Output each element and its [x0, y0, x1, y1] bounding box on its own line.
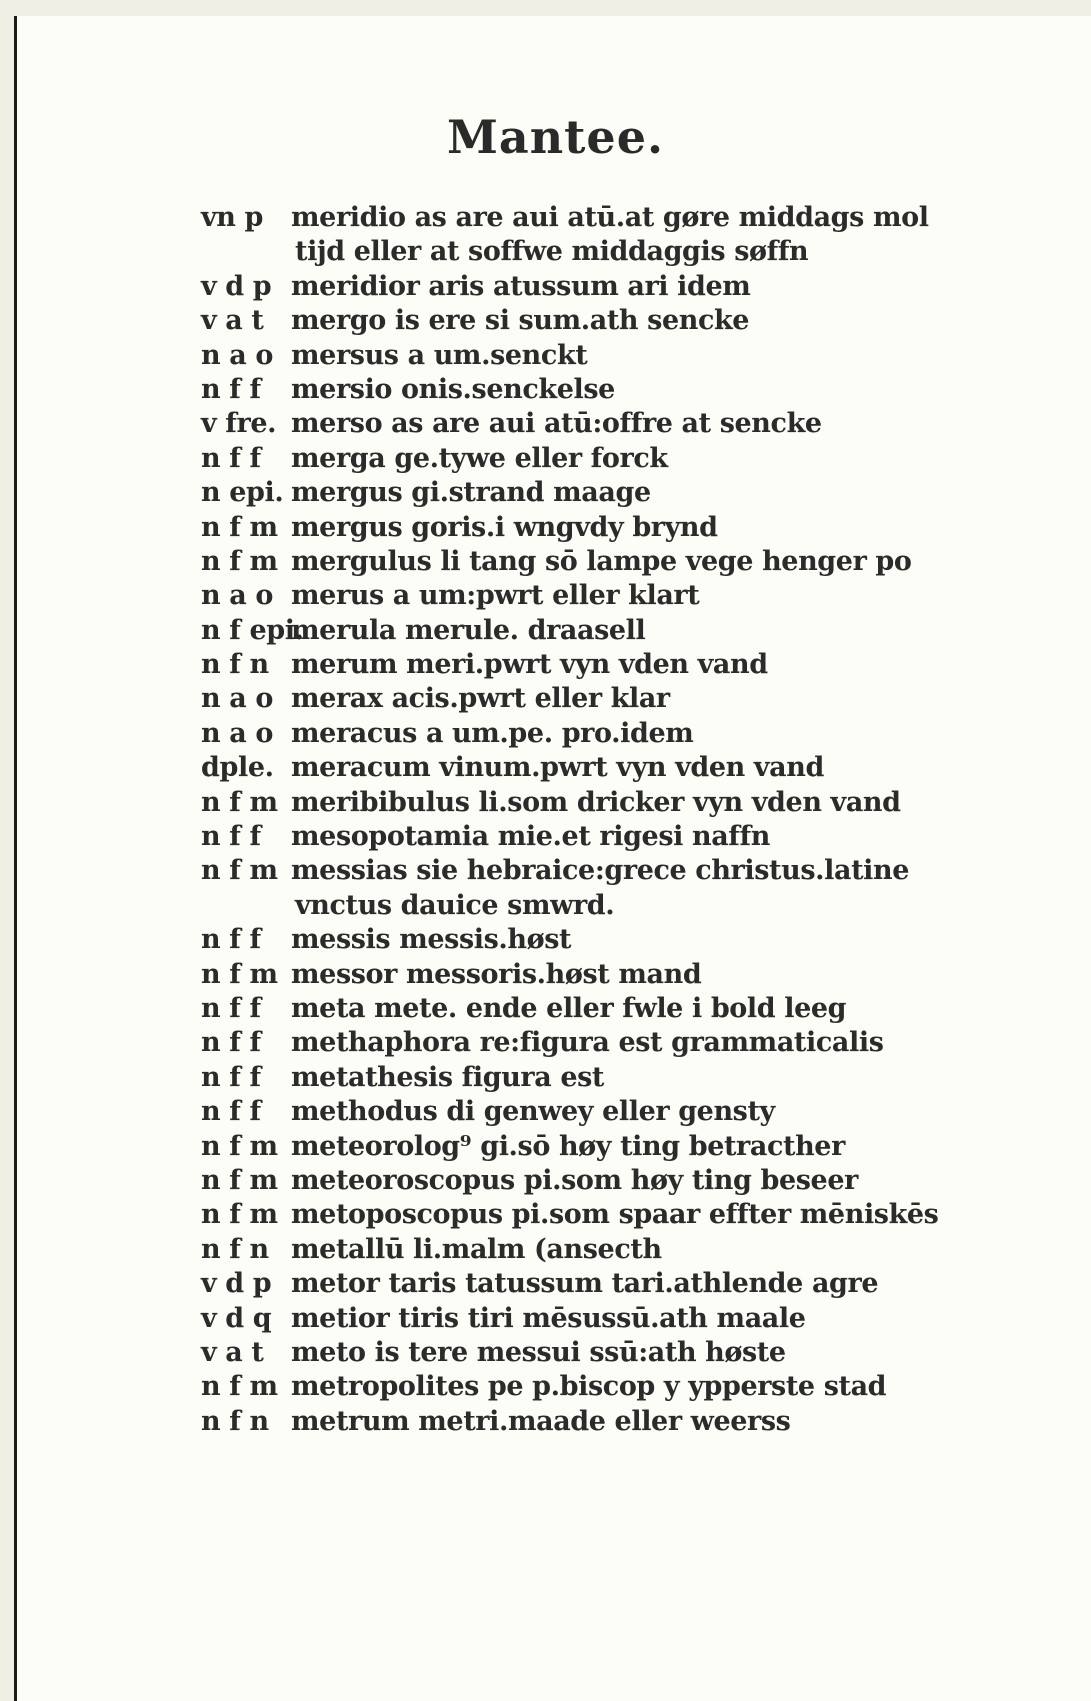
entry-text: vnctus dauice smwrd.: [295, 889, 615, 921]
grammar-code: n a o: [201, 580, 273, 612]
grammar-code: n f n: [201, 1233, 269, 1265]
grammar-code: n f m: [201, 1199, 278, 1231]
grammar-code: n f n: [201, 1405, 269, 1437]
grammar-code: n f m: [201, 511, 278, 543]
grammar-code: n f f: [201, 1096, 261, 1128]
dictionary-entry: [201, 1096, 1001, 1130]
grammar-code: n epi.: [201, 477, 284, 509]
page: [14, 16, 1091, 1701]
entry-text: metior tiris tiri mēsussū.ath maale: [291, 1302, 806, 1334]
entry-text: metallū li.malm (ansecth: [291, 1233, 662, 1265]
grammar-code: dple.: [201, 752, 274, 784]
grammar-code: n f epi.: [201, 614, 304, 646]
dictionary-entry: [201, 821, 1001, 855]
grammar-code: n f f: [201, 373, 261, 405]
grammar-code: n f f: [201, 1027, 261, 1059]
dictionary-entry: [201, 374, 1001, 408]
entry-text: metor taris tatussum tari.athlende agre: [291, 1268, 879, 1300]
entry-text: mersus a um.senckt: [291, 339, 588, 371]
entry-text: messis messis.høst: [291, 924, 572, 956]
dictionary-entry: [201, 1268, 1001, 1302]
entry-text: mergo is ere si sum.ath sencke: [291, 305, 750, 337]
dictionary-entry: [201, 683, 1001, 717]
dictionary-entry: [201, 477, 1001, 511]
entry-text: tijd eller at soffwe middaggis søffn: [295, 236, 809, 268]
entry-text: mergulus li tang sō lampe vege henger po: [291, 545, 912, 577]
grammar-code: n f m: [201, 1130, 278, 1162]
entry-text: mergus goris.i wngvdy brynd: [291, 511, 718, 543]
grammar-code: n f m: [201, 786, 278, 818]
grammar-code: n a o: [201, 683, 273, 715]
grammar-code: v a t: [201, 305, 264, 337]
entry-text: merum meri.pwrt vyn vden vand: [291, 649, 768, 681]
dictionary-entry: [201, 752, 1001, 786]
entry-text: messor messoris.høst mand: [291, 958, 702, 990]
entry-text: merus a um:pwrt eller klart: [291, 580, 700, 612]
entry-text: merga ge.tywe eller forck: [291, 442, 668, 474]
entry-text: meridior aris atussum ari idem: [291, 270, 751, 302]
grammar-code: n f f: [201, 924, 261, 956]
grammar-code: v a t: [201, 1336, 264, 1368]
grammar-code: n f n: [201, 649, 269, 681]
entry-text: meteoroscopus pi.som høy ting beseer: [291, 1164, 858, 1196]
dictionary-entry: [201, 649, 1001, 683]
dictionary-entry: [201, 546, 1001, 580]
dictionary-entry: [201, 1062, 1001, 1096]
dictionary-entry: [201, 340, 1001, 374]
entry-text: metrum metri.maade eller weerss: [291, 1405, 791, 1437]
entry-text: meteorolog⁹ gi.sō høy ting betracther: [291, 1130, 845, 1162]
dictionary-entry: [201, 1234, 1001, 1268]
grammar-code: n a o: [201, 339, 273, 371]
entry-text: methaphora re:figura est grammaticalis: [291, 1027, 884, 1059]
dictionary-entry: [201, 202, 1001, 236]
dictionary-entry: [201, 443, 1001, 477]
entry-text: metathesis figura est: [291, 1061, 605, 1093]
dictionary-entry: [201, 1199, 1001, 1233]
dictionary-entry: [201, 615, 1001, 649]
entry-text: mesopotamia mie.et rigesi naffn: [291, 821, 770, 853]
entry-text: metoposcopus pi.som spaar effter mēniskēs: [291, 1199, 939, 1231]
grammar-code: v d p: [201, 1268, 272, 1300]
entry-list: [201, 202, 1001, 1440]
entry-text: merso as are aui atū:offre at sencke: [291, 408, 822, 440]
grammar-code: n f f: [201, 1061, 261, 1093]
entry-text: meto is tere messui ssū:ath høste: [291, 1336, 786, 1368]
grammar-code: n f m: [201, 1371, 278, 1403]
entry-text: mergus gi.strand maage: [291, 477, 651, 509]
page-title: Mantee.: [447, 110, 664, 164]
grammar-code: n f f: [201, 992, 261, 1024]
grammar-code: n f m: [201, 545, 278, 577]
grammar-code: v fre.: [201, 408, 277, 440]
dictionary-entry: [201, 1337, 1001, 1371]
entry-text: meridio as are aui atū.at gøre middags mol: [291, 202, 929, 233]
dictionary-entry: [201, 512, 1001, 546]
dictionary-entry: [201, 1131, 1001, 1165]
dictionary-entry: [201, 271, 1001, 305]
dictionary-entry: [201, 924, 1001, 958]
entry-continuation: [201, 890, 1001, 924]
grammar-code: v d q: [201, 1302, 272, 1334]
entry-text: meracus a um.pe. pro.idem: [291, 717, 694, 749]
entry-text: meribibulus li.som dricker vyn vden vand: [291, 786, 901, 818]
dictionary-entry: [201, 1027, 1001, 1061]
entry-text: metropolites pe p.biscop y ypperste stad: [291, 1371, 887, 1403]
grammar-code: n a o: [201, 717, 273, 749]
entry-continuation: [201, 236, 1001, 270]
dictionary-entry: [201, 1371, 1001, 1405]
grammar-code: n f m: [201, 855, 278, 887]
dictionary-entry: [201, 993, 1001, 1027]
dictionary-entry: [201, 959, 1001, 993]
entry-text: methodus di genwey eller gensty: [291, 1096, 775, 1128]
dictionary-entry: [201, 1406, 1001, 1440]
dictionary-entry: [201, 855, 1001, 889]
dictionary-entry: [201, 408, 1001, 442]
grammar-code: vn p: [201, 202, 263, 233]
entry-text: meracum vinum.pwrt vyn vden vand: [291, 752, 824, 784]
dictionary-entry: [201, 1165, 1001, 1199]
dictionary-entry: [201, 787, 1001, 821]
grammar-code: n f m: [201, 958, 278, 990]
dictionary-entry: [201, 305, 1001, 339]
entry-text: merax acis.pwrt eller klar: [291, 683, 670, 715]
entry-text: mersio onis.senckelse: [291, 373, 615, 405]
dictionary-entry: [201, 1303, 1001, 1337]
entry-text: merula merule. draasell: [291, 614, 646, 646]
entry-text: meta mete. ende eller fwle i bold leeg: [291, 992, 847, 1024]
grammar-code: v d p: [201, 270, 272, 302]
grammar-code: n f m: [201, 1164, 278, 1196]
entry-text: messias sie hebraice:grece christus.latine: [291, 855, 910, 887]
dictionary-entry: [201, 718, 1001, 752]
grammar-code: n f f: [201, 442, 261, 474]
grammar-code: n f f: [201, 821, 261, 853]
dictionary-entry: [201, 580, 1001, 614]
